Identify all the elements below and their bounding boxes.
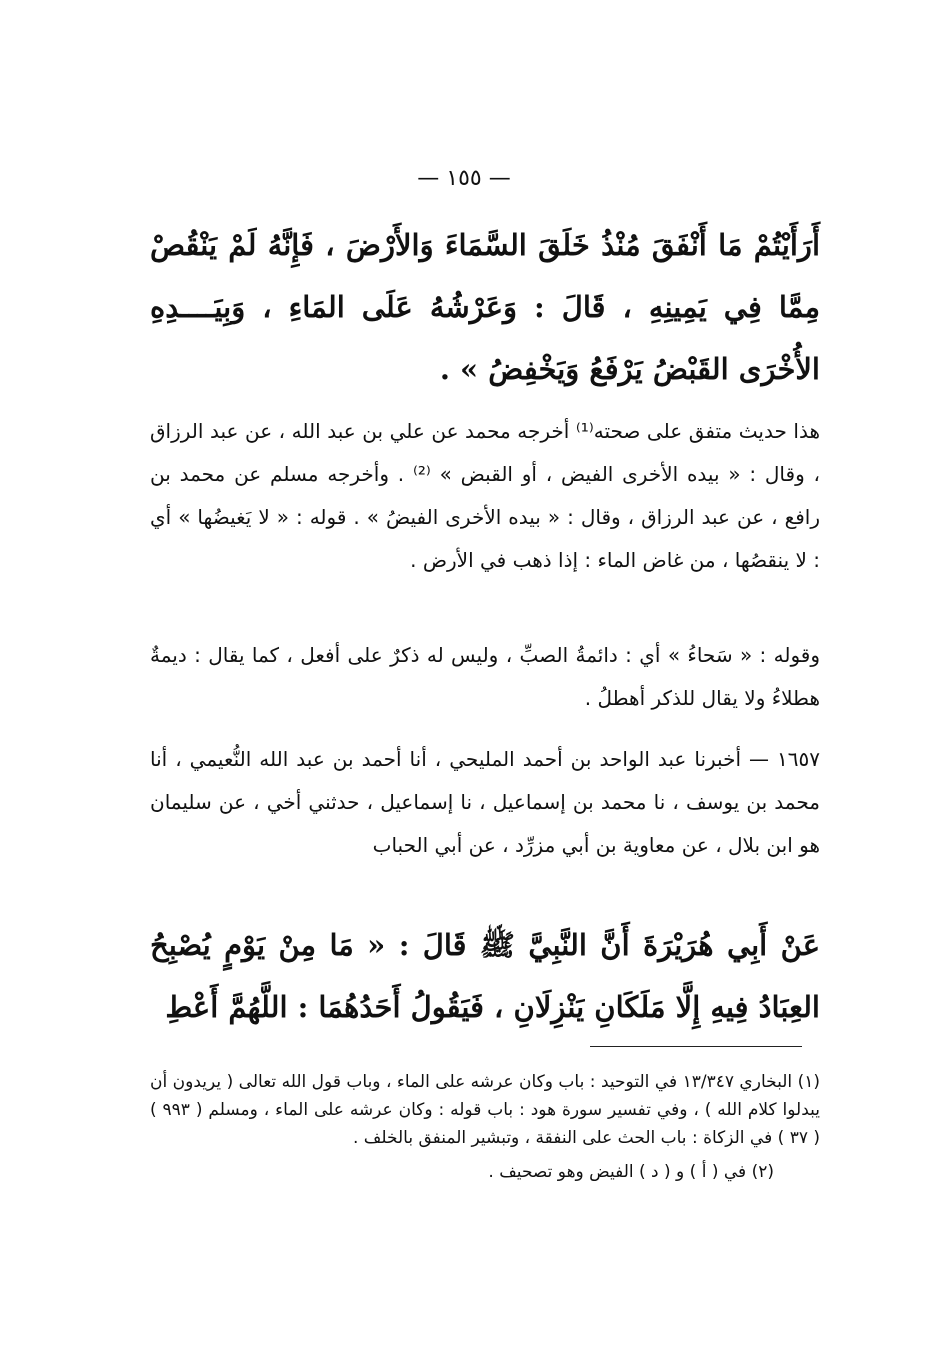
footnote-separator [590,1046,802,1047]
footnote-2: (٢) في ( أ ) و ( د ) الفيض وهو تصحيف . [488,1162,774,1182]
hadith-1657-text: عَنْ أَبِي هُرَيْرَةَ أَنَّ النَّبِيَّ ﷺ قَالَ : « مَا مِنْ يَوْمٍ يُصْبِحُ العِبَادُ فِيهِ إِلَّا مَلَكَانِ يَنْزِلَانِ ، فَيَقُولُ أَحَدُهُمَا : اللَّهُمَّ أَعْطِ [150,928,820,1024]
commentary-paragraph-2: وقوله : « سَحاءُ » أي : دائمةُ الصبِّ ، وليس له ذكرٌ على أفعل ، كما يقال : ديمةٌ هطلاءُ ولا يقال للذكر أهطلُ . [150,643,820,710]
page-number: — ١٥٥ — [417,166,511,191]
commentary-paragraph-1: هذا حديث متفق على صحته⁽¹⁾ أخرجه محمد عن علي بن عبد الله ، عن عبد الرزاق ، وقال : « بيده الأخرى الفيض ، أو القبض » ⁽²⁾ . وأخرجه مسلم عن محمد بن رافع ، عن عبد الرزاق ، وقال : « بيده الأخرى الفيضُ » . قوله : « لا يَغيضُها » أي : لا ينقصُها ، من غاض الماء : إذا ذهب في الأرض . [150,419,821,572]
footnote-1: (١) البخاري ١٣/٣٤٧ في التوحيد : باب وكان عرشه على الماء ، وباب قول الله تعالى ( يريدون أن يبدلوا كلام الله ) ، وفي تفسير سورة هود : باب قوله : وكان عرشه على الماء ، ومسلم ( ٩٩٣ ) ( ٣٧ ) في الزكاة : باب الحث على النفقة ، وتبشير المنفق بالخلف . [150,1072,820,1148]
footnotes [150,1068,820,1186]
hadith-1657-isnad: ١٦٥٧ — أخبرنا عبد الواحد بن أحمد المليحي ، أنا أحمد بن عبد الله النُّعيمي ، أنا محمد بن يوسف ، نا محمد بن إسماعيل ، نا إسماعيل ، حدثني أخي ، عن سليمان هو ابن بلال ، عن معاوية بن أبي مزرِّد ، عن أبي الحباب [150,747,820,857]
hadith-continuation: أَرَأَيْتُمْ مَا أَنْفَقَ مُنْذُ خَلَقَ السَّمَاءَ وَالأَرْضَ ، فَإِنَّهُ لَمْ يَنْقُصْ مِمَّا فِي يَمِينِهِ ، قَالَ : وَعَرْشُهُ عَلَى المَاءِ ، وَبِيَــــدِهِ الأُخْرَى القَبْضُ يَرْفَعُ وَيَخْفِضُ » . [150,228,820,386]
